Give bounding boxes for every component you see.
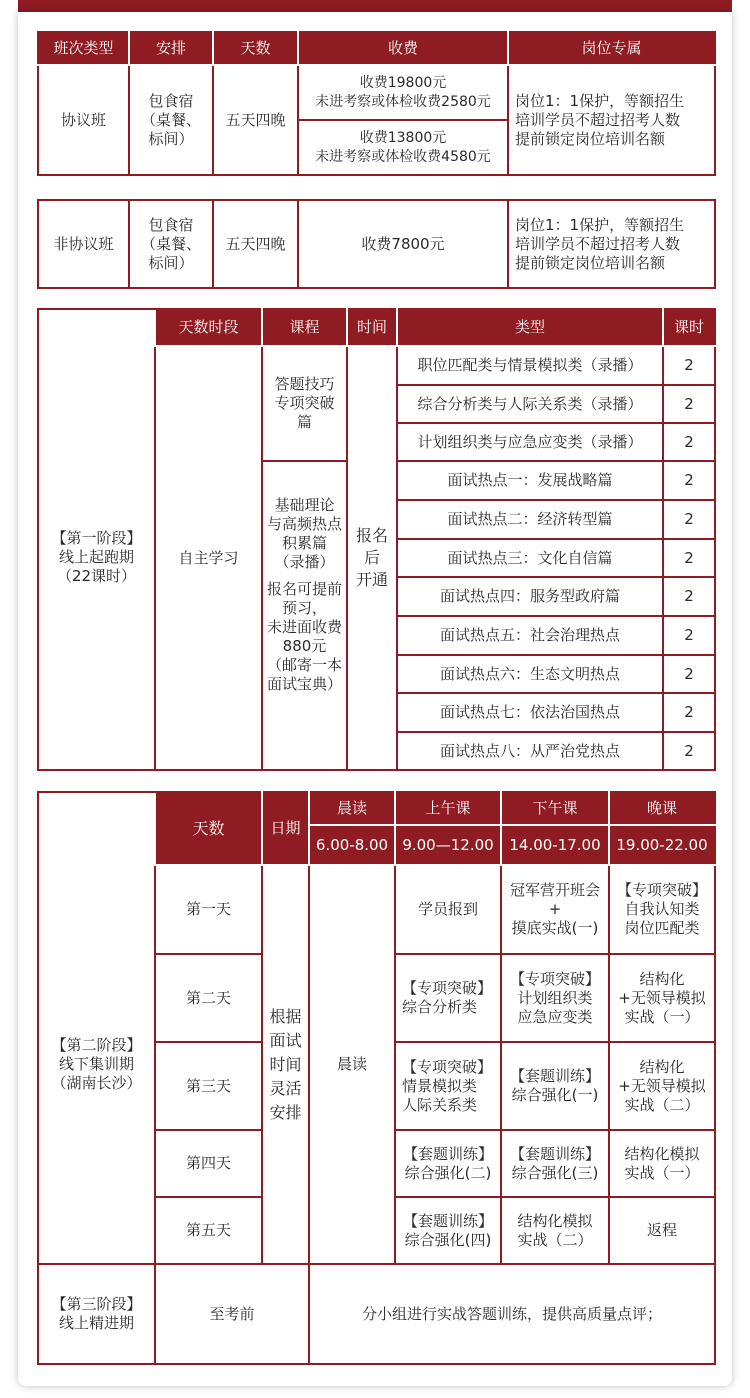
header-days: 天数: [213, 32, 298, 65]
day-label: 第三天: [155, 1042, 262, 1130]
header-hours: 课时: [663, 309, 715, 346]
stage2-label: 【第二阶段】 线下集训期 （湖南长沙）: [38, 865, 155, 1264]
lesson-hours: 2: [663, 346, 715, 385]
evening-class: 结构化模拟 实战（一）: [609, 1130, 715, 1197]
evening-class: 【专项突破】 自我认知类 岗位匹配类: [609, 865, 715, 954]
day-label: 第五天: [155, 1197, 262, 1264]
time-morning-class: 9.00—12.00: [395, 825, 501, 865]
class-type: 协议班: [38, 65, 129, 175]
morning-class: 【套题训练】 综合强化(四): [395, 1197, 501, 1264]
post-protection: 岗位1：1保护，等额招生 培训学员不超过招考人数 提前锁定岗位培训名额: [508, 65, 715, 175]
header-time: 时间: [347, 309, 397, 346]
evening-class: 结构化 +无领导模拟 实战（二）: [609, 1042, 715, 1130]
header-evening-class: 晚课: [609, 792, 715, 825]
afternoon-class: 【专项突破】 计划组织类 应急应变类: [501, 954, 609, 1042]
stage1-label: 【第一阶段】 线上起跑期 （22课时）: [38, 346, 155, 770]
morning-reading: 晨读: [309, 865, 395, 1264]
lesson-hours: 2: [663, 539, 715, 577]
lesson-hours: 2: [663, 577, 715, 616]
header-afternoon-class: 下午课: [501, 792, 609, 825]
stage3-label: 【第三阶段】 线上精进期: [38, 1264, 155, 1364]
lesson-type: 综合分析类与人际关系类（录播）: [397, 385, 663, 423]
fee: 收费7800元: [298, 200, 508, 288]
course-theory-note: 报名可提前 预习， 未进面收费 880元 （邮寄一本 面试宝典）: [266, 580, 342, 693]
header-course: 课程: [262, 309, 347, 346]
stage1-time: 报名 后 开通: [347, 346, 397, 770]
header-blank: [38, 309, 155, 346]
stage3-content: 分小组进行实战答题训练，提供高质量点评；: [309, 1264, 715, 1364]
arrangement: 包食宿 （桌餐、 标间）: [129, 65, 213, 175]
evening-class: 结构化 +无领导模拟 实战（一）: [609, 954, 715, 1042]
lesson-hours: 2: [663, 732, 715, 770]
header-days: 天数: [155, 792, 262, 865]
header-arrangement: 安排: [129, 32, 213, 65]
header-date: 日期: [262, 792, 309, 865]
morning-class: 【专项突破】 情景模拟类 人际关系类: [395, 1042, 501, 1130]
lesson-hours: 2: [663, 461, 715, 500]
fee-option-b: 收费13800元 未进考察或体检收费4580元: [298, 120, 508, 175]
arrangement: 包食宿 （桌餐、 标间）: [129, 200, 213, 288]
header-post: 岗位专属: [508, 32, 715, 65]
lesson-type: 面试热点六：生态文明热点: [397, 655, 663, 693]
lesson-type: 面试热点八：从严治党热点: [397, 732, 663, 770]
afternoon-class: 【套题训练】 综合强化(一): [501, 1042, 609, 1130]
afternoon-class: 冠军营开班会 + 摸底实战(一): [501, 865, 609, 954]
time-morning-reading: 6.00-8.00: [309, 825, 395, 865]
course-theory-title: 基础理论 与高频热点 积累篇 （录播）: [266, 496, 342, 571]
lesson-type: 面试热点一：发展战略篇: [397, 461, 663, 500]
stage3-period: 至考前: [155, 1264, 309, 1364]
post-protection: 岗位1：1保护，等额招生 培训学员不超过招考人数 提前锁定岗位培训名额: [508, 200, 715, 288]
stage1-period: 自主学习: [155, 346, 262, 770]
course-theory: [262, 461, 347, 770]
lesson-type: 面试热点七：依法治国热点: [397, 693, 663, 732]
morning-class: 学员报到: [395, 865, 501, 954]
date-note: 根据 面试 时间 灵活 安排: [262, 865, 309, 1264]
class-table-non-agreement: [37, 199, 716, 289]
morning-class: 【专项突破】 综合分析类: [395, 954, 501, 1042]
header-period: 天数时段: [155, 309, 262, 346]
header-blank: [38, 825, 155, 865]
morning-class: 【套题训练】 综合强化(二): [395, 1130, 501, 1197]
lesson-hours: 2: [663, 385, 715, 423]
header-blank: [38, 792, 155, 825]
class-type: 非协议班: [38, 200, 129, 288]
evening-class: 返程: [609, 1197, 715, 1264]
time-afternoon-class: 14.00-17.00: [501, 825, 609, 865]
day-label: 第二天: [155, 954, 262, 1042]
lesson-hours: 2: [663, 500, 715, 539]
class-table-agreement: [37, 31, 716, 176]
day-label: 第四天: [155, 1130, 262, 1197]
top-band: [18, 0, 732, 12]
lesson-type: 面试热点二：经济转型篇: [397, 500, 663, 539]
header-morning-reading: 晨读: [309, 792, 395, 825]
afternoon-class: 结构化模拟 实战（二）: [501, 1197, 609, 1264]
stage2-table: [37, 791, 716, 1365]
days: 五天四晚: [213, 65, 298, 175]
time-evening-class: 19.00-22.00: [609, 825, 715, 865]
fee-option-a: 收费19800元 未进考察或体检收费2580元: [298, 65, 508, 120]
lesson-type: 计划组织类与应急应变类（录播）: [397, 423, 663, 461]
header-type: 类型: [397, 309, 663, 346]
days: 五天四晚: [213, 200, 298, 288]
lesson-hours: 2: [663, 655, 715, 693]
stage1-table: [37, 308, 716, 771]
lesson-type: 职位匹配类与情景模拟类（录播）: [397, 346, 663, 385]
lesson-hours: 2: [663, 616, 715, 655]
course-skills: 答题技巧 专项突破 篇: [262, 346, 347, 461]
lesson-hours: 2: [663, 423, 715, 461]
afternoon-class: 【套题训练】 综合强化(三): [501, 1130, 609, 1197]
header-class-type: 班次类型: [38, 32, 129, 65]
lesson-hours: 2: [663, 693, 715, 732]
lesson-type: 面试热点五：社会治理热点: [397, 616, 663, 655]
header-fee: 收费: [298, 32, 508, 65]
header-morning-class: 上午课: [395, 792, 501, 825]
lesson-type: 面试热点四：服务型政府篇: [397, 577, 663, 616]
lesson-type: 面试热点三：文化自信篇: [397, 539, 663, 577]
day-label: 第一天: [155, 865, 262, 954]
